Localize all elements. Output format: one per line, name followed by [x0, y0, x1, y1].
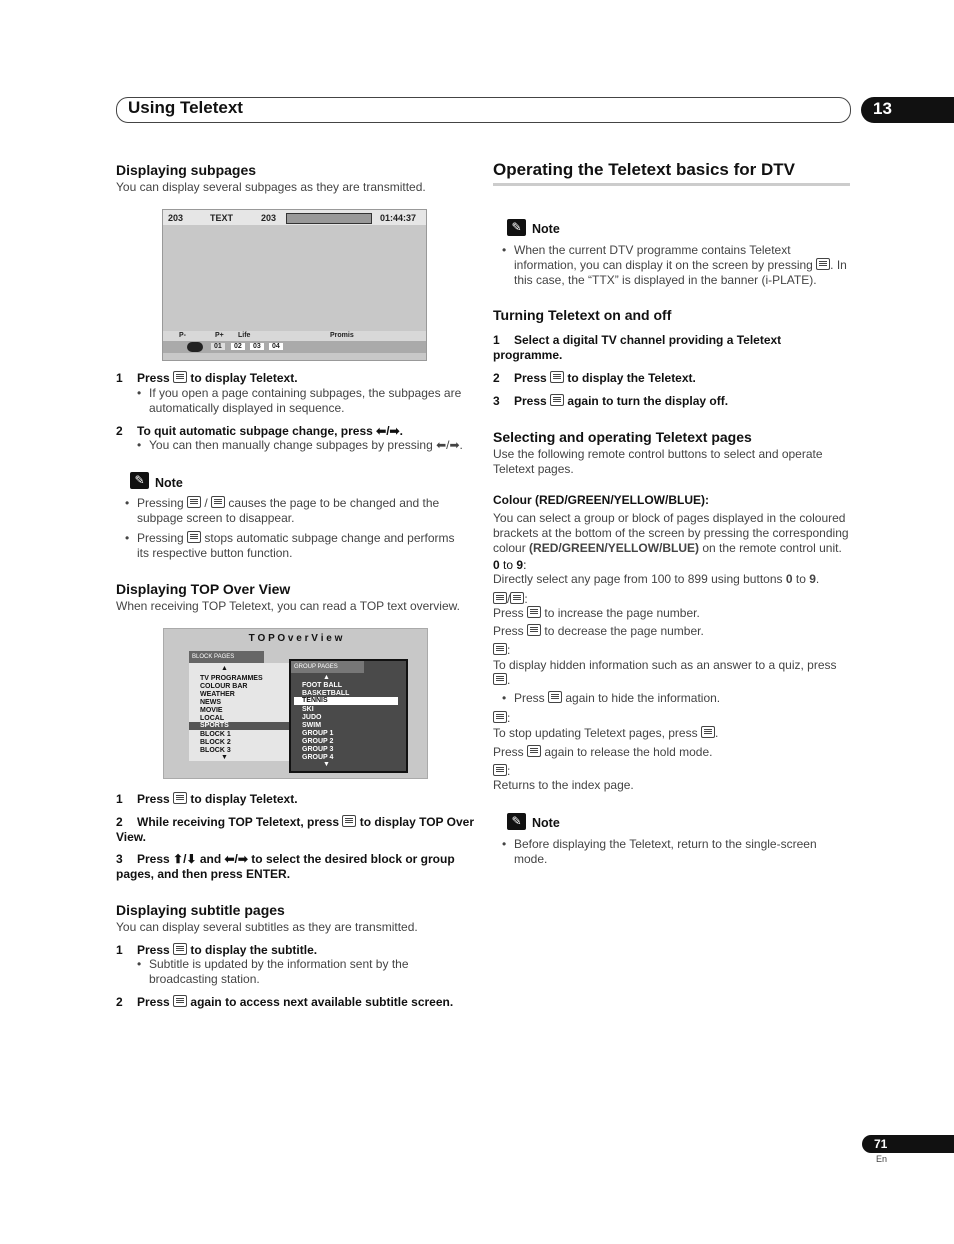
reveal-icon	[493, 673, 507, 685]
block-item: LOCAL	[200, 715, 225, 722]
group-item-selected-label: TENNIS	[302, 697, 328, 704]
note-icon: ✎	[130, 472, 149, 489]
block-item: NEWS	[200, 699, 221, 706]
dtv-note-2: • Before displaying the Teletext, return to the single-screen mode.	[514, 837, 844, 867]
onoff-step-2: 2 Press to display the Teletext.	[493, 371, 696, 385]
group-up-arrow: ▲	[323, 674, 330, 681]
group-item-selected	[294, 697, 398, 705]
index-button-icon	[342, 815, 356, 827]
group-down-arrow: ▼	[323, 761, 330, 768]
group-pages-panel	[289, 659, 408, 773]
group-item: FOOT BALL	[302, 682, 343, 689]
screen-life: Life	[238, 332, 251, 339]
note-icon: ✎	[507, 219, 526, 236]
hold-icon	[701, 726, 715, 738]
hold-heading: :	[493, 711, 510, 726]
subtitle-intro: You can display several subtitles as they are transmitted.	[116, 920, 418, 934]
block-item: WEATHER	[200, 691, 235, 698]
subpages-step-2-bullet: • You can then manually change subpages by pressing ⬅/➡.	[149, 438, 479, 453]
subpages-note-1: • Pressing / causes the page to be changed and the subpage screen to disappear.	[137, 496, 467, 526]
chapter-number: 13	[873, 99, 892, 118]
select-heading: Selecting and operating Teletext pages	[493, 429, 752, 445]
subtitle-step-1-bullet: • Subtitle is updated by the information sent by the broadcasting station.	[149, 957, 449, 987]
page-up-icon	[187, 496, 201, 508]
subpages-step-2: 2 To quit automatic subpage change, press ⬅/➡.	[116, 424, 403, 438]
page-up-icon	[527, 606, 541, 618]
top-step-1: 1 Press to display Teletext.	[116, 792, 298, 806]
block-item: COLOUR BAR	[200, 683, 248, 690]
number-text: Directly select any page from 100 to 899 using buttons 0 to 9.	[493, 572, 820, 586]
subpage-tab-02: 02	[231, 343, 245, 350]
teletext-button-icon	[173, 371, 187, 383]
subtitle-button-icon	[173, 943, 187, 955]
note-label: Note	[155, 476, 183, 490]
screen-progress	[286, 213, 372, 224]
hold-icon	[493, 711, 507, 723]
language-code: En	[876, 1154, 888, 1164]
block-down-arrow: ▼	[221, 754, 228, 761]
block-item: BLOCK 2	[200, 739, 231, 746]
hold-release-text: Press again to release the hold mode.	[493, 745, 713, 759]
page-down-icon	[211, 496, 225, 508]
subpage-tab-03: 03	[250, 343, 264, 350]
page-title: Using Teletext	[128, 98, 243, 117]
block-item-selected-label: SPORTS	[200, 722, 229, 729]
reveal-heading: :	[493, 643, 510, 658]
group-item: GROUP 1	[302, 730, 334, 737]
group-item: BASKETBALL	[302, 690, 350, 697]
hold-icon	[527, 745, 541, 757]
subtitle-heading: Displaying subtitle pages	[116, 902, 285, 918]
page-up-icon	[493, 592, 507, 604]
reveal-bullet: • Press again to hide the information.	[514, 691, 720, 706]
group-item: GROUP 2	[302, 738, 334, 745]
page-down-text: Press to decrease the page number.	[493, 624, 704, 638]
screen-page: 203	[168, 213, 184, 223]
index-icon	[493, 764, 507, 776]
page-up-text: Press to increase the page number.	[493, 606, 700, 620]
teletext-button-icon	[173, 792, 187, 804]
note-label: Note	[532, 816, 560, 830]
teletext-button-icon	[550, 371, 564, 383]
section-title: Operating the Teletext basics for DTV	[493, 160, 795, 179]
block-item: BLOCK 3	[200, 747, 231, 754]
top-screen-title: T O P O v e r V i e w	[248, 633, 343, 644]
screen-status-bar	[163, 210, 426, 225]
note-icon: ✎	[507, 813, 526, 830]
colour-heading: Colour (RED/GREEN/YELLOW/BLUE):	[493, 493, 709, 507]
screen-pplus: P+	[215, 332, 224, 339]
hold-text: To stop updating Teletext pages, press .	[493, 726, 719, 740]
block-item: BLOCK 1	[200, 731, 231, 738]
group-item: SWIM	[302, 722, 322, 729]
reveal-icon	[493, 643, 507, 655]
group-item: SKI	[302, 706, 314, 713]
block-pages-panel	[189, 663, 289, 761]
block-up-arrow: ▲	[221, 665, 228, 672]
group-item: GROUP 3	[302, 746, 334, 753]
top-step-2: 2 While receiving TOP Teletext, press to display TOP Over View.	[116, 815, 475, 844]
page-down-icon	[510, 592, 524, 604]
top-intro: When receiving TOP Teletext, you can read a TOP text overview.	[116, 599, 460, 613]
title-underline	[493, 183, 850, 186]
block-item: TV PROGRAMMES	[200, 675, 263, 682]
subpages-step-1-bullet: • If you open a page containing subpages, the subpages are automatically displayed in sequence.	[149, 386, 469, 416]
page-down-icon	[527, 624, 541, 636]
subtitle-step-1: 1 Press to display the subtitle.	[116, 943, 318, 957]
teletext-button-icon	[550, 394, 564, 406]
reveal-icon	[548, 691, 562, 703]
screen-time: 01:44:37	[380, 213, 417, 223]
onoff-step-1: 1 Select a digital TV channel providing a Teletext programme.	[493, 333, 782, 362]
colour-text: You can select a group or block of pages displayed in the coloured brackets at the bottom of the screen by pressing the corresponding colour (RED/GREEN/YELLOW/BLUE) on the remote control unit.	[493, 511, 849, 555]
screen-pminus: P-	[179, 332, 186, 339]
subpage-screen	[162, 209, 427, 361]
chapter-tab	[861, 97, 954, 123]
number-heading: 0 to 9:	[493, 558, 527, 572]
teletext-button-icon	[816, 258, 830, 270]
block-item: MOVIE	[200, 707, 223, 714]
subpage-tab-04: 04	[269, 343, 283, 350]
subtitle-button-icon	[173, 995, 187, 1007]
reveal-text: To display hidden information such as an answer to a quiz, press .	[493, 658, 837, 687]
screen-subpage-row	[163, 341, 426, 353]
hold-icon	[187, 531, 201, 543]
dtv-note-1: • When the current DTV programme contains Teletext information, you can display it on the screen by pressing . In this case, the “TTX” is displayed in the banner (i-PLATE).	[514, 243, 854, 288]
subpage-tab-01: 01	[211, 343, 225, 350]
group-item: GROUP 4	[302, 754, 334, 761]
screen-promis: Promis	[330, 332, 354, 339]
screen-nav-row	[163, 331, 426, 341]
subpage-loop-icon	[187, 342, 203, 352]
page-number-tab	[862, 1135, 954, 1153]
subpages-step-1: 1 Press to display Teletext.	[116, 371, 298, 385]
screen-mode: TEXT	[210, 213, 234, 223]
onoff-heading: Turning Teletext on and off	[493, 307, 672, 323]
subpages-intro: You can display several subpages as they are transmitted.	[116, 180, 426, 194]
block-pages-label: BLOCK PAGES	[189, 651, 264, 663]
page-updown-heading: / :	[493, 592, 528, 607]
subpages-note-2: • Pressing stops automatic subpage change and performs its respective button function.	[137, 531, 467, 561]
subtitle-step-2: 2 Press again to access next available subtitle screen.	[116, 995, 454, 1009]
top-step-3: 3 Press ⬆/⬇ and ⬅/➡ to select the desired block or group pages, and then press ENTER.	[116, 852, 455, 881]
top-heading: Displaying TOP Over View	[116, 581, 291, 597]
screen-page2: 203	[261, 213, 277, 223]
page-number: 71	[874, 1137, 888, 1151]
index-heading: :	[493, 764, 510, 779]
subpages-heading: Displaying subpages	[116, 162, 257, 178]
index-text: Returns to the index page.	[493, 778, 634, 792]
block-item-selected	[189, 722, 289, 730]
group-item: JUDO	[302, 714, 322, 721]
onoff-step-3: 3 Press again to turn the display off.	[493, 394, 729, 408]
note-label: Note	[532, 222, 560, 236]
select-intro: Use the following remote control buttons to select and operate Teletext pages.	[493, 447, 823, 476]
group-pages-label: GROUP PAGES	[291, 661, 364, 673]
top-overview-screen	[163, 628, 428, 779]
